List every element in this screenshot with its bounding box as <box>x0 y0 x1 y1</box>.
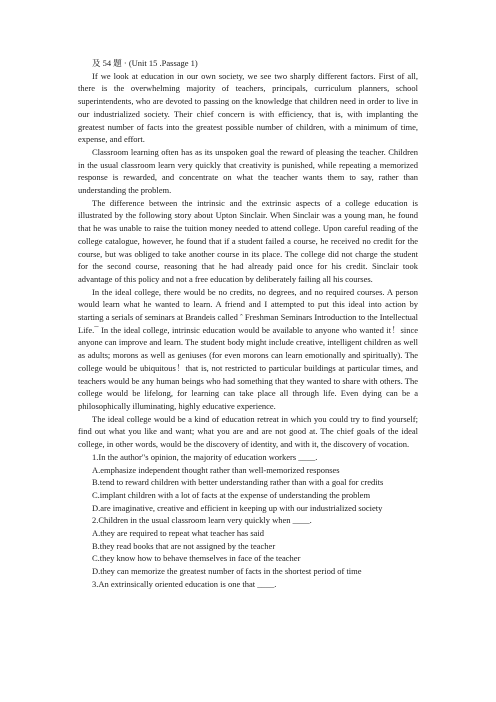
paragraph-4: In the ideal college, there would be no credits, no degrees, and no required courses. A person would learn what he wanted to learn. A friend and I attempted to put this ideal into action by starting a serials of seminars at Brandeis called ˆ Freshman Seminars Introduction to the Intellectual Life.¯ In the ideal college, intrinsic education would be available to anyone who wanted it！since anyone can improve and learn. The student body might include creative, intelligent children as well as adults; morons as well as geniuses (for even morons can learn emotionally and spiritually). The college would be ubiquitous！that is, not restricted to particular buildings at particular times, and teachers would be any human beings who had something that they wanted to share with others. The college would be lifelong, for learning can take place all through life. Even dying can be a philosophically illuminating, highly educative experience. <box>78 286 418 411</box>
document-page <box>78 57 418 591</box>
option-b: B.they read books that are not assigned by the teacher <box>92 540 276 551</box>
paragraph-2: Classroom learning often has as its unspoken goal the reward of pleasing the teacher. Children in the usual classroom learn very quickly that creativity is punished, while repeating a memorized response is rewarded, and concentrate on what the teacher wants them to say, rather than understanding the problem. <box>78 146 418 196</box>
paragraph-5: The ideal college would be a kind of education retreat in which you could try to find yourself; find out what you like and want; what you are and are not good at. The chief goals of the ideal college, in other words, would be the discovery of identity, and with it, the discovery of vocation. <box>78 413 418 450</box>
question-1 <box>78 451 418 515</box>
option-d: D.they can memorize the greatest number of facts in the shortest period of time <box>92 566 362 577</box>
question-stem: 2.Children in the usual classroom learn very quickly when ____. <box>92 515 312 526</box>
paragraph-3: The difference between the intrinsic and the extrinsic aspects of a college education is illustrated by the following story about Upton Sinclair. When Sinclair was a young man, he found that he was unable to raise the tuition money needed to attend college. Upon careful reading of the college catalogue, however, he found that if a student failed a course, he received no credit for the course, but was obliged to take another course in its place. The college did not charge the student for the second course, reasoning that he had already paid once for his credit. Sinclair took advantage of this policy and not a free education by deliberately failing all his courses. <box>78 197 418 284</box>
question-stem: 3.An extrinsically oriented education is one that ____. <box>92 578 277 589</box>
option-a: A.emphasize independent thought rather than well-memorized responses <box>92 464 340 475</box>
passage-header: 及 54 題 · (Unit 15 .Passage 1) <box>92 58 198 68</box>
option-b: B.tend to reward children with better understanding rather than with a goal for credits <box>92 477 384 488</box>
option-c: C.implant children with a lot of facts at the expense of understanding the problem <box>92 489 371 500</box>
option-c: C.they know how to behave themselves in face of the teacher <box>92 553 301 564</box>
question-2 <box>78 514 418 578</box>
option-a: A.they are required to repeat what teacher has said <box>92 528 265 539</box>
question-stem: 1.In the author"s opinion, the majority of education workers ____. <box>92 451 318 462</box>
paragraph-1: If we look at education in our own society, we see two sharply different factors. First of all, there is the overwhelming majority of teachers, principals, curriculum planners, school superintendents, who are devoted to passing on the knowledge that children need in order to live in our industrialized society. Their chief concern is with efficiency, that is, with implanting the greatest number of facts into the greatest possible number of children, with a minimum of time, expense, and effort. <box>78 70 418 145</box>
question-3 <box>78 578 418 591</box>
option-d: D.are imaginative, creative and efficient in keeping up with our industrialized society <box>92 502 383 513</box>
